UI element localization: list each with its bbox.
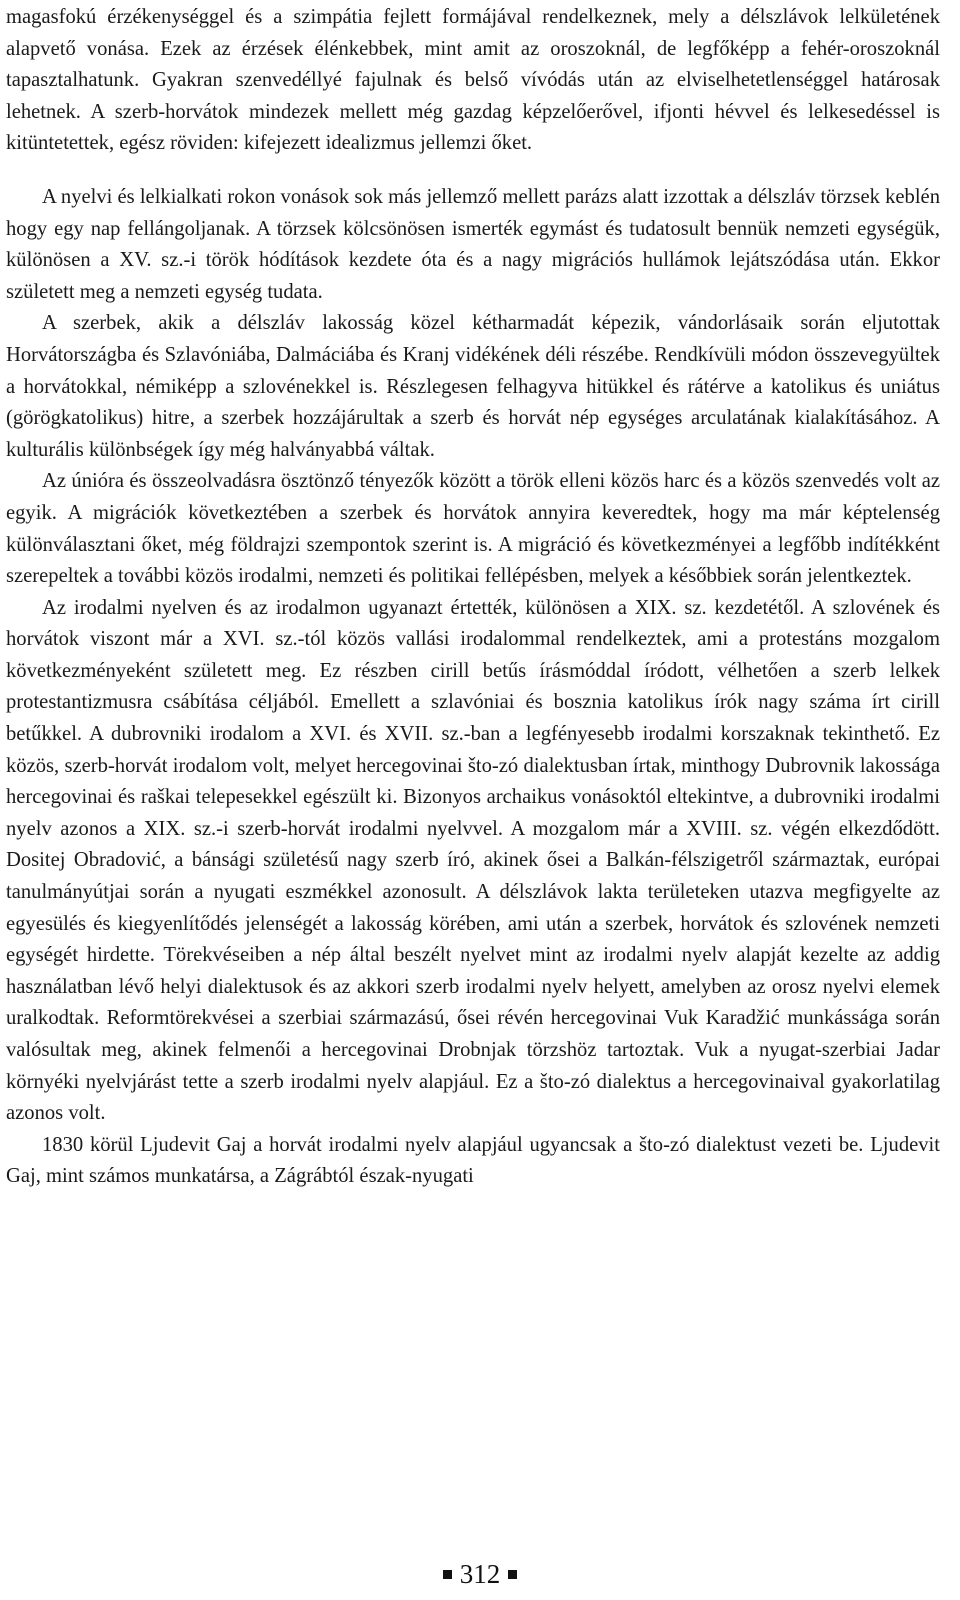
paragraph-4: Az únióra és összeolvadásra ösztönző tényezők között a török elleni közös harc és a közös szenvedés volt az egyik. A migrációk következtében a szerbek és horvátok annyira keveredtek, hogy ma már képtelenség különválasztani őket, még földrajzi szempontok szerint is. A migráció és következményei a legfőbb indítékként szerepeltek a további közös irodalmi, nemzeti és politikai fellépésben, melyek a későbbiek során jelentkeztek. <box>6 470 940 588</box>
paragraph-2: A nyelvi és lelkialkati rokon vonások sok más jellemző mellett parázs alatt izzottak a délszláv törzsek keblén hogy egy nap fellángoljanak. A törzsek kölcsönösen ismerték egymást és tudatosult bennük nemzeti egységük, különösen a XV. sz.-i török hódítások kezdete óta és a nagy migrációs hullámok lejátszódása után. Ekkor született meg a nemzeti egység tudata. <box>6 185 940 303</box>
body-text <box>6 2 940 1193</box>
page-footer <box>0 1556 960 1592</box>
paragraph-3: A szerbek, akik a délszláv lakosság közel kétharmadát képezik, vándorlásaik során eljutottak Horvátországba és Szlavóniába, Dalmáciába és Kranj vidékének déli részébe. Rendkívüli módon összevegyültek a horvátokkal, némiképp a szlovénekkel is. Részlegesen felhagyva hitükkel és rátérve a katolikus és uniátus (görögkatolikus) hitre, a szerbek hozzájárultak a szerb és horvát nép egységes arculatának kialakításához. A kulturális különbségek így még halványabbá váltak. <box>6 312 940 461</box>
page-number: 312 <box>459 1558 501 1589</box>
paragraph-1: magasfokú érzékenységgel és a szimpátia fejlett formájával rendelkeznek, mely a délszlávok lelkületének alapvető vonása. Ezek az érzések élénkebbek, mint amit az oroszoknál, de legfőképp a fehér-oroszoknál tapasztalhatunk. Gyakran szenvedéllyé fajulnak és belső vívódás után az elviselhetetlenséggel határosak lehetnek. A szerb-horvátok mindezek mellett még gazdag képzelőerővel, ifjonti hévvel és lelkesedéssel is kitüntetettek, egész röviden: kifejezett idealizmus jellemzi őket. <box>6 6 940 155</box>
paragraph-5: Az irodalmi nyelven és az irodalmon ugyanazt értették, különösen a XIX. sz. kezdetétől. A szlovének és horvátok viszont már a XVI. sz.-tól közös vallási irodalommal rendelkeztek, ami a protestáns mozgalom következményeként született meg. Ez részben cirill betűs írásmóddal íródott, vélhetően a szerb lelkek protestantizmusra csábítása céljából. Emellett a szlavóniai és bosznia katolikus írók nagy száma írt cirill betűkkel. A dubrovniki irodalom a XVI. és XVII. sz.-ban a legfényesebb irodalmi korszaknak tekinthető. Ez közös, szerb-horvát irodalom volt, melyet hercegovinai što-zó dialektusban írtak, minthogy Dubrovnik lakossága hercegovinai és raškai telepesekkel egészült ki. Bizonyos archaikus vonásoktól eltekintve, a dubrovniki irodalmi nyelv azonos a XIX. sz.-i szerb-horvát irodalmi nyelvvel. A mozgalom már a XVIII. sz. végén elkezdődött. Dositej Obradović, a bánsági születésű nagy szerb író, akinek ősei a Balkán-félszigetről származtak, európai tanulmányútjai során a nyugati eszmékkel azonosult. A délszlávok lakta területeken utazva megfigyelte az egyesülés és kiegyenlítődés jelenségét a lakosság körében, ami után a szerbek, horvátok és szlovének nemzeti egységét hirdette. Törekvéseiben a nép által beszélt nyelvet mint az irodalmi nyelv alapját kezelte az addig használatban lévő helyi dialektusok és az akkori szerb irodalmi nyelv helyett, amelyben az orosz nyelvi elemek uralkodtak. Reformtörekvései a szerbiai származású, ősei révén hercegovinai Vuk Karadžić munkássága során valósultak meg, akinek felmenői a hercegovinai Drobnjak törzshöz tartoztak. Vuk a nyugat-szerbiai Jadar környéki nyelvjárást tette a szerb irodalmi nyelv alapjául. Ez a što-zó dialektus a hercegovinaival gyakorlatilag azonos volt. <box>6 596 940 1125</box>
document-page <box>6 2 940 1542</box>
paragraph-6: 1830 körül Ljudevit Gaj a horvát irodalmi nyelv alapjául ugyancsak a što-zó dialektust vezeti be. Ljudevit Gaj, mint számos munkatársa, a Zágrábtól észak-nyugati <box>6 1133 940 1188</box>
square-ornament-icon <box>443 1570 452 1579</box>
square-ornament-icon <box>508 1570 517 1579</box>
